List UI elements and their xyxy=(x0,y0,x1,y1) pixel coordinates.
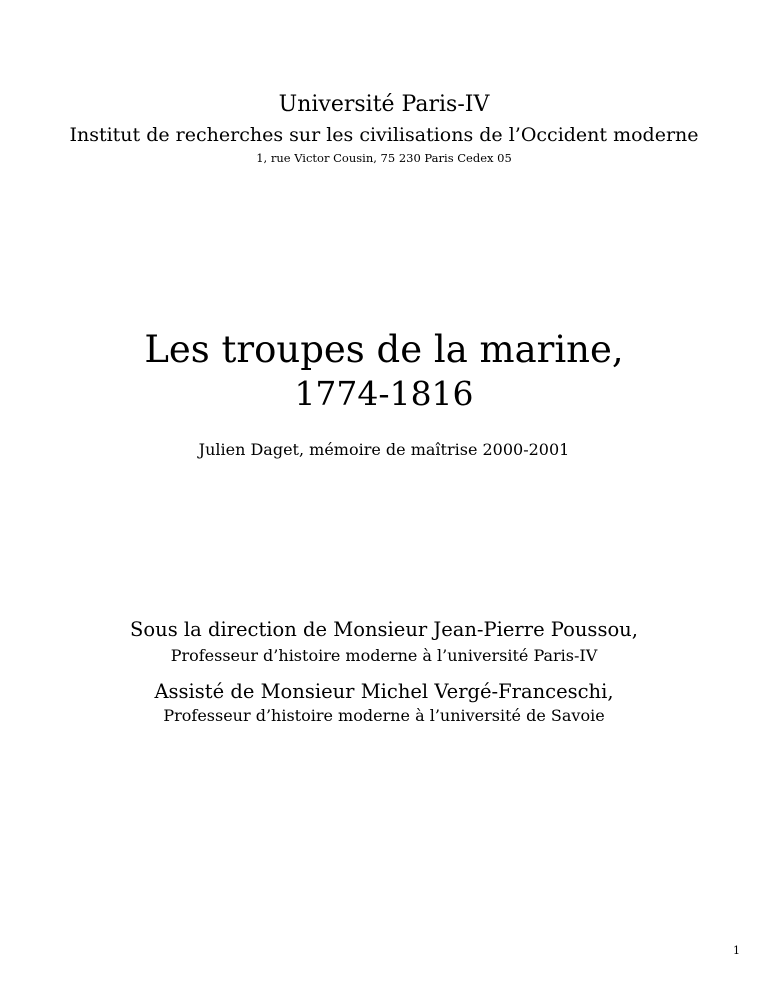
page-number: 1 xyxy=(733,944,740,957)
author-line: Julien Daget, mémoire de maîtrise 2000-2001 xyxy=(198,440,570,459)
assistant-line: Assisté de Monsieur Michel Vergé-Franceschi, xyxy=(154,680,614,703)
university-name: Université Paris-IV xyxy=(278,92,490,117)
document-title-line-2: 1774-1816 xyxy=(294,374,474,413)
director-line: Sous la direction de Monsieur Jean-Pierre Poussou, xyxy=(130,618,638,641)
institute-name: Institut de recherches sur les civilisations de l’Occident moderne xyxy=(69,124,699,146)
document-title-line-1: Les troupes de la marine, xyxy=(144,328,624,371)
director-title: Professeur d’histoire moderne à l’université Paris-IV xyxy=(170,646,598,665)
institute-address: 1, rue Victor Cousin, 75 230 Paris Cedex 05 xyxy=(256,151,512,165)
assistant-title: Professeur d’histoire moderne à l’université de Savoie xyxy=(163,706,605,725)
